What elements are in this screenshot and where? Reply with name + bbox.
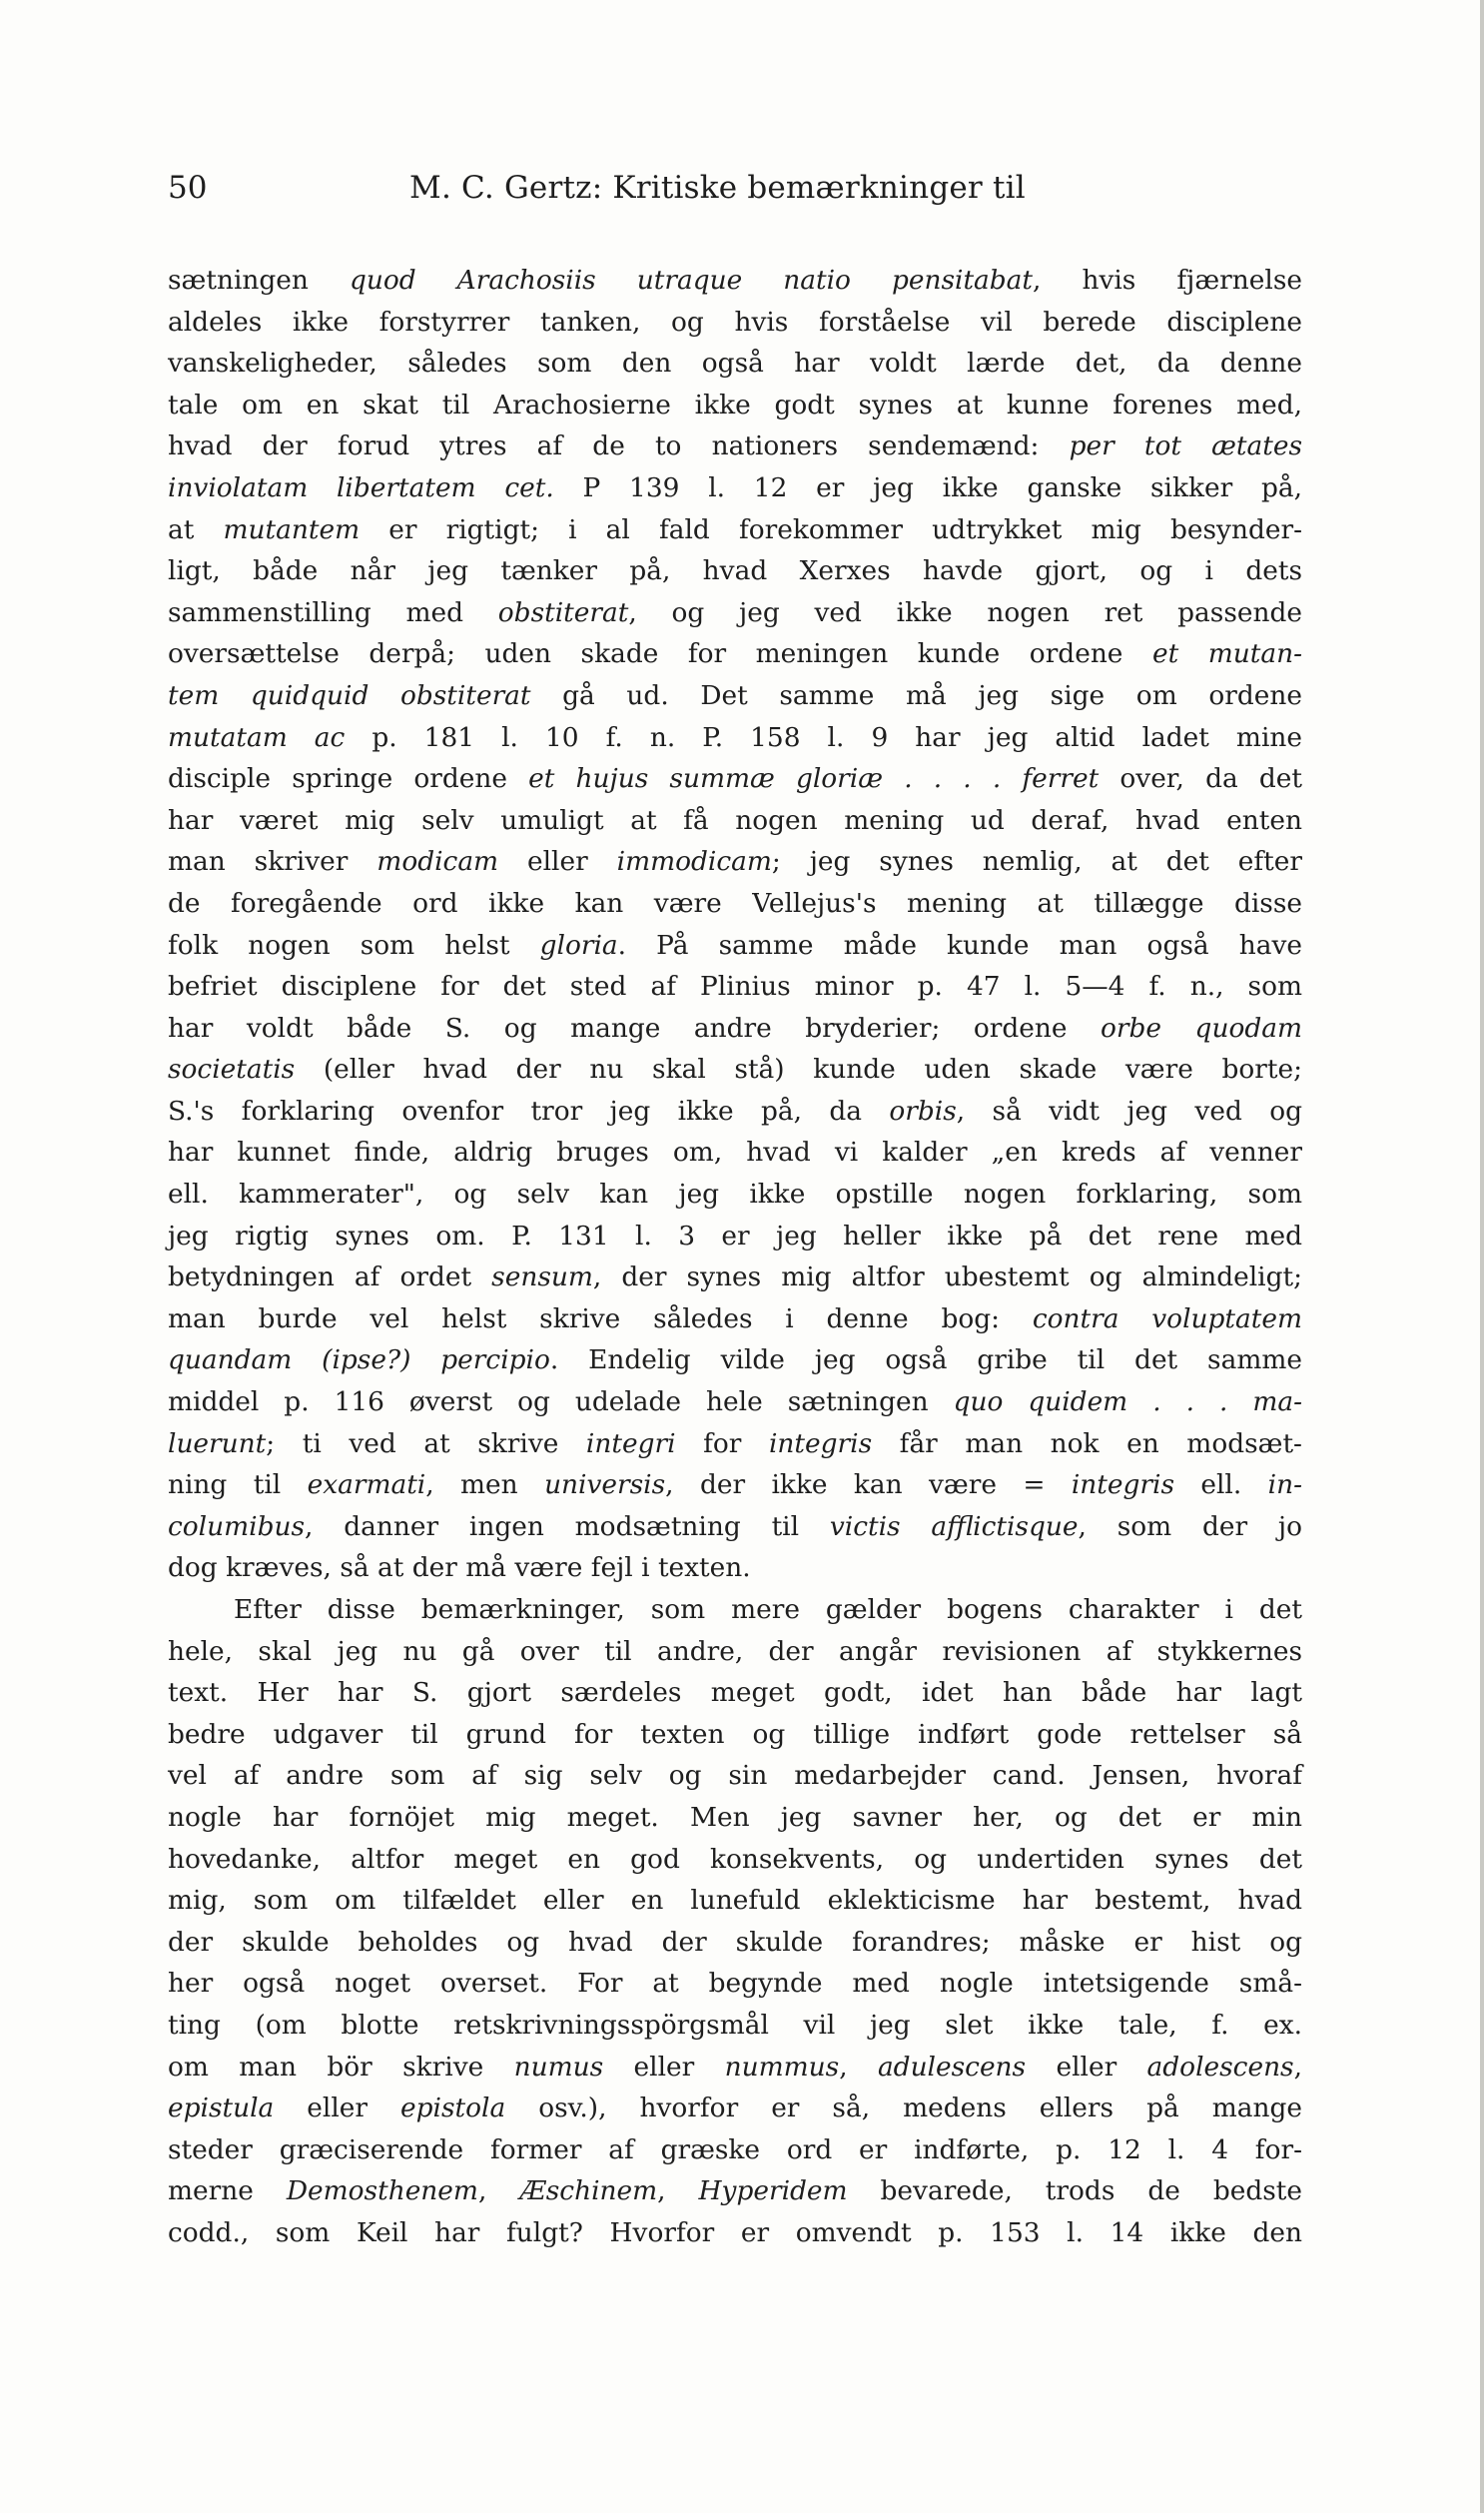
text-run: man skriver xyxy=(168,846,377,878)
italic-text: quo quidem . . . ma- xyxy=(953,1386,1302,1418)
italic-text: in- xyxy=(1267,1469,1303,1501)
text-line xyxy=(168,385,1302,426)
text-line xyxy=(168,1839,1302,1881)
italic-text: quandam (ipse?) percipio xyxy=(168,1344,550,1376)
text-run: de foregående ord ikke kan være Vellejus's mening at tillægge disse xyxy=(168,887,1302,919)
text-run: har kunnet finde, aldrig bruges om, hvad vi kalder „en kreds af venner xyxy=(168,1137,1302,1169)
text-line xyxy=(168,1381,1302,1423)
text-line xyxy=(168,1008,1302,1050)
text-run: befriet disciplene for det sted af Plinius minor p. 47 l. 5—4 f. n., som xyxy=(168,971,1302,1003)
text-run: p. 181 l. 10 f. n. P. 158 l. 9 har jeg altid ladet mine xyxy=(345,721,1302,753)
text-line xyxy=(168,1714,1302,1756)
italic-text: et mutan- xyxy=(1151,638,1302,670)
text-run: , som der jo xyxy=(1078,1510,1302,1542)
text-run: over, da det xyxy=(1099,763,1302,795)
italic-text: epistula xyxy=(168,2093,275,2124)
text-line xyxy=(168,1216,1302,1257)
text-run: at xyxy=(168,513,224,545)
text-run: er rigtigt; i al fald forekommer udtrykket mig besynder- xyxy=(360,513,1302,545)
italic-text: inviolatam libertatem cet. xyxy=(168,471,554,503)
text-run: gå ud. Det samme må jeg sige om ordene xyxy=(530,679,1302,711)
text-run: vanskeligheder, således som den også har voldt lærde det, da denne xyxy=(168,348,1302,380)
text-line xyxy=(168,1298,1302,1340)
text-line xyxy=(168,1755,1302,1797)
italic-text: contra voluptatem xyxy=(1032,1302,1302,1334)
italic-text: mutantem xyxy=(223,513,361,545)
text-run: vel af andre som af sig selv og sin medarbejder cand. Jensen, hvoraf xyxy=(168,1760,1302,1792)
italic-text: luerunt xyxy=(168,1427,267,1459)
text-run: hvad der forud ytres af de to nationers sendemænd: xyxy=(168,430,1070,462)
text-run: ning til xyxy=(168,1469,308,1501)
italic-text: nummus xyxy=(724,2051,840,2083)
italic-text: modicam xyxy=(376,846,499,878)
text-line xyxy=(168,467,1302,509)
text-line xyxy=(168,1423,1302,1465)
text-run: S.'s forklaring ovenfor tror jeg ikke på, da xyxy=(168,1095,890,1127)
text-run: eller xyxy=(274,2093,401,2124)
text-run: P 139 l. 12 er jeg ikke ganske sikker på, xyxy=(553,471,1302,503)
text-line xyxy=(168,2129,1302,2171)
italic-text: integris xyxy=(1071,1469,1174,1501)
text-run: , der synes mig altfor ubestemt og almindeligt; xyxy=(592,1261,1302,1293)
italic-text: columibus xyxy=(168,1510,306,1542)
text-run: eller xyxy=(498,846,617,878)
page-header xyxy=(168,166,1316,210)
text-line xyxy=(168,925,1302,967)
italic-text: per tot ætates xyxy=(1069,430,1302,462)
text-run: merne xyxy=(168,2175,287,2207)
text-line xyxy=(168,509,1302,551)
text-run: . Endelig vilde jeg også gribe til det samme xyxy=(549,1344,1302,1376)
text-run: oversættelse derpå; uden skade for meningen kunde ordene xyxy=(168,638,1152,670)
text-line xyxy=(168,2047,1302,2089)
text-run: dog kræves, så at der må være fejl i texten. xyxy=(168,1552,751,1584)
italic-text: et hujus summæ gloriæ . . . . ferret xyxy=(528,763,1100,795)
text-run: folk nogen som helst xyxy=(168,929,540,961)
text-run: for xyxy=(675,1427,769,1459)
text-line xyxy=(168,2212,1302,2254)
text-run: Efter disse bemærkninger, som mere gælder bogens charakter i det xyxy=(234,1594,1302,1625)
text-run: hele, skal jeg nu gå over til andre, der angår revisionen af stykkernes xyxy=(168,1635,1302,1667)
text-run: bevarede, trods de bedste xyxy=(847,2175,1303,2207)
text-run: man burde vel helst skrive således i denne bog: xyxy=(168,1302,1033,1334)
text-line xyxy=(168,302,1302,344)
body-text xyxy=(168,260,1302,2254)
italic-text: tem quidquid obstiterat xyxy=(168,679,531,711)
italic-text: gloria xyxy=(539,929,618,961)
italic-text: universis xyxy=(544,1469,666,1501)
italic-text: numus xyxy=(513,2051,604,2083)
text-line xyxy=(168,800,1302,842)
text-run: disciple springe ordene xyxy=(168,763,529,795)
text-line xyxy=(168,1464,1302,1506)
text-run: der skulde beholdes og hvad der skulde forandres; måske er hist og xyxy=(168,1926,1302,1958)
text-run: , xyxy=(839,2051,878,2083)
italic-text: exarmati xyxy=(307,1469,426,1501)
running-title: M. C. Gertz: Kritiske bemærkninger til xyxy=(409,170,1026,206)
text-run: hovedanke, altfor meget en god konsekvents, og undertiden synes det xyxy=(168,1843,1302,1875)
text-line xyxy=(168,550,1302,592)
text-line xyxy=(168,592,1302,634)
text-run: eller xyxy=(603,2051,725,2083)
italic-text: sensum xyxy=(491,1261,593,1293)
text-line xyxy=(168,1547,1302,1589)
text-run: ; ti ved at skrive xyxy=(266,1427,586,1459)
text-run: codd., som Keil har fulgt? Hvorfor er omvendt p. 153 l. 14 ikke den xyxy=(168,2216,1302,2248)
text-line xyxy=(168,1880,1302,1922)
text-run: aldeles ikke forstyrrer tanken, og hvis forståelse vil berede disciplene xyxy=(168,306,1302,338)
text-run: (eller hvad der nu skal stå) kunde uden skade være borte; xyxy=(295,1054,1302,1086)
text-run: om man bör skrive xyxy=(168,2051,514,2083)
text-line xyxy=(168,1091,1302,1133)
text-line xyxy=(168,260,1302,302)
text-run: , hvis fjærnelse xyxy=(1033,265,1302,296)
text-run: ; jeg synes nemlig, at det efter xyxy=(771,846,1302,878)
italic-text: epistola xyxy=(400,2093,506,2124)
text-run: sammenstilling med xyxy=(168,596,498,628)
page-number: 50 xyxy=(168,170,208,206)
text-line xyxy=(168,633,1302,675)
text-run: har voldt både S. og mange andre bryderier; ordene xyxy=(168,1012,1102,1044)
text-line xyxy=(168,343,1302,385)
italic-text: Demosthenem xyxy=(286,2175,478,2207)
text-line xyxy=(168,1174,1302,1216)
text-run: ligt, både når jeg tænker på, hvad Xerxes havde gjort, og i dets xyxy=(168,555,1302,587)
italic-text: integri xyxy=(585,1427,676,1459)
text-run: har været mig selv umuligt at få nogen mening ud deraf, hvad enten xyxy=(168,804,1302,836)
text-run: , men xyxy=(425,1469,545,1501)
italic-text: mutatam ac xyxy=(168,721,346,753)
text-run: , og jeg ved ikke nogen ret passende xyxy=(628,596,1302,628)
italic-text: immodicam xyxy=(616,846,772,878)
text-run: jeg rigtig synes om. P. 131 l. 3 er jeg heller ikke på det rene med xyxy=(168,1220,1302,1252)
text-line xyxy=(168,675,1302,717)
text-run: mig, som om tilfældet eller en lunefuld eklekticisme har bestemt, hvad xyxy=(168,1885,1302,1917)
text-line xyxy=(168,1963,1302,2005)
text-run: får man nok en modsæt- xyxy=(872,1427,1302,1459)
text-line xyxy=(168,2088,1302,2129)
text-run: , xyxy=(477,2175,520,2207)
text-line xyxy=(168,966,1302,1008)
text-run: steder græciserende former af græske ord er indførte, p. 12 l. 4 for- xyxy=(168,2133,1302,2165)
italic-text: adulescens xyxy=(877,2051,1027,2083)
text-run: middel p. 116 øverst og udelade hele sætningen xyxy=(168,1386,954,1418)
text-line xyxy=(168,1589,1302,1631)
text-run: , xyxy=(1293,2051,1302,2083)
text-line xyxy=(168,883,1302,925)
text-line xyxy=(168,758,1302,800)
italic-text: obstiterat xyxy=(497,596,629,628)
text-line xyxy=(168,841,1302,883)
text-line xyxy=(168,2170,1302,2212)
italic-text: Æschinem xyxy=(519,2175,658,2207)
text-run: ell. xyxy=(1173,1469,1268,1501)
text-line xyxy=(168,1922,1302,1964)
italic-text: Hyperidem xyxy=(698,2175,848,2207)
text-run: tale om en skat til Arachosierne ikke godt synes at kunne forenes med, xyxy=(168,389,1302,420)
text-line xyxy=(168,1506,1302,1548)
text-run: bedre udgaver til grund for texten og tillige indført gode rettelser så xyxy=(168,1718,1302,1750)
italic-text: quod Arachosiis utraque natio pensitabat xyxy=(349,265,1034,296)
text-line xyxy=(168,1256,1302,1298)
italic-text: adolescens xyxy=(1146,2051,1294,2083)
text-run: her også noget overset. For at begynde med nogle intetsigende små- xyxy=(168,1968,1302,2000)
text-line xyxy=(168,425,1302,467)
text-line xyxy=(168,717,1302,759)
text-run: , så vidt jeg ved og xyxy=(956,1095,1302,1127)
text-run: ell. kammerater", og selv kan jeg ikke opstille nogen forklaring, som xyxy=(168,1179,1302,1211)
text-run: , der ikke kan være = xyxy=(665,1469,1072,1501)
page-edge-shadow xyxy=(1480,0,1484,2513)
text-line xyxy=(168,1672,1302,1714)
text-run: betydningen af ordet xyxy=(168,1261,492,1293)
text-line xyxy=(168,1339,1302,1381)
text-line xyxy=(168,1797,1302,1839)
text-run: . På samme måde kunde man også have xyxy=(617,929,1302,961)
text-run: , danner ingen modsætning til xyxy=(305,1510,830,1542)
italic-text: societatis xyxy=(168,1054,296,1086)
text-run: osv.), hvorfor er så, medens ellers på mange xyxy=(505,2093,1302,2124)
italic-text: orbis xyxy=(889,1095,957,1127)
text-run: sætningen xyxy=(168,265,350,296)
text-line xyxy=(168,1631,1302,1673)
text-run: nogle har fornöjet mig meget. Men jeg savner her, og det er min xyxy=(168,1801,1302,1833)
text-line xyxy=(168,1049,1302,1091)
text-run: text. Her har S. gjort særdeles meget godt, idet han både har lagt xyxy=(168,1677,1302,1709)
text-run: ting (om blotte retskrivningsspörgsmål vil jeg slet ikke tale, f. ex. xyxy=(168,2009,1302,2041)
text-line xyxy=(168,2005,1302,2047)
italic-text: integris xyxy=(768,1427,873,1459)
italic-text: orbe quodam xyxy=(1101,1012,1302,1044)
text-run: , xyxy=(657,2175,699,2207)
text-line xyxy=(168,1132,1302,1174)
text-run: eller xyxy=(1026,2051,1147,2083)
italic-text: victis afflictisque xyxy=(829,1510,1079,1542)
